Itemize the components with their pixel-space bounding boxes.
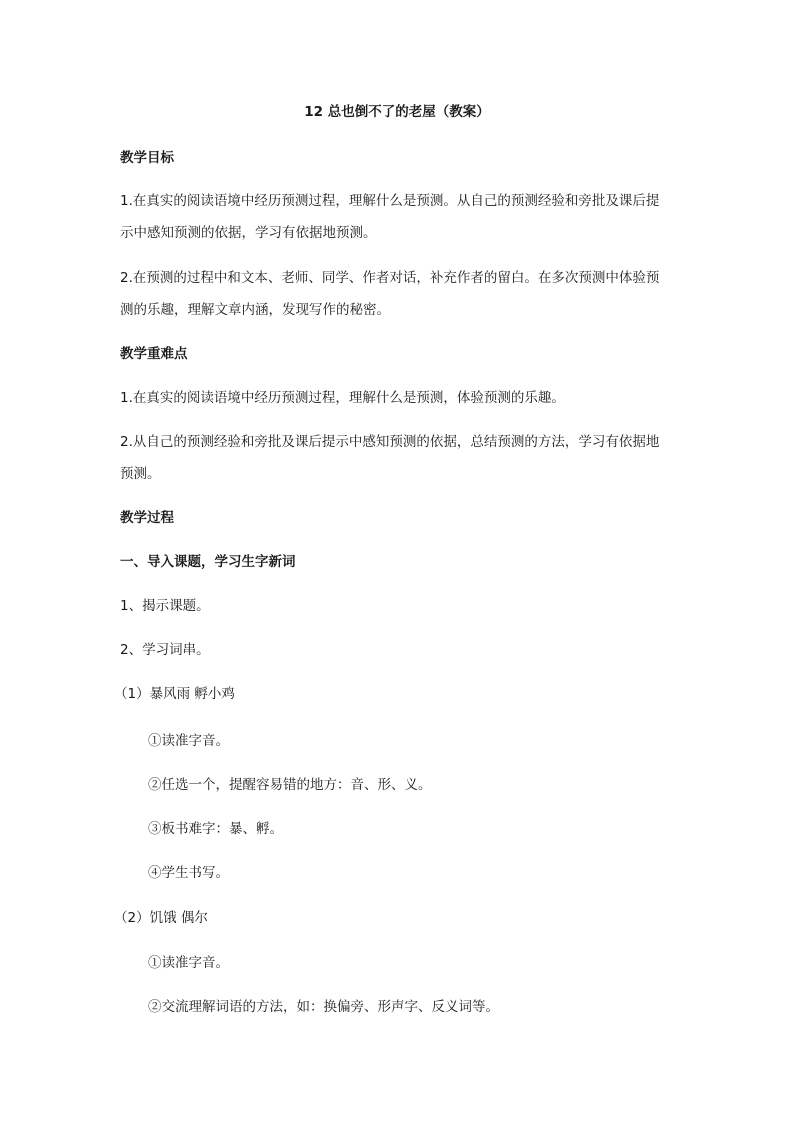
word-group-1-step-3: ③板书难字：暴、孵。 [148,821,283,837]
key-points-heading: 教学重难点 [120,346,188,362]
word-group-1-label: （1）暴风雨 孵小鸡 [114,686,235,702]
goal-1-line-2: 示中感知预测的依据，学习有依据地预测。 [120,225,377,241]
process-heading: 教学过程 [120,510,174,526]
step-1-item-2: 2、学习词串。 [120,642,210,658]
word-group-1-step-2: ②任选一个，提醒容易错的地方：音、形、义。 [148,777,432,793]
goals-heading: 教学目标 [120,150,174,166]
goal-2-line-1: 2.在预测的过程中和文本、老师、同学、作者对话，补充作者的留白。在多次预测中体验预 [120,270,660,286]
key-point-2-line-2: 预测。 [120,466,161,482]
word-group-1-step-4: ④学生书写。 [148,865,229,881]
word-group-1-step-1: ①读准字音。 [148,733,229,749]
step-1-item-1: 1、揭示课题。 [120,598,210,614]
word-group-2-step-1: ①读准字音。 [148,955,229,971]
goal-2-line-2: 测的乐趣，理解文章内涵，发现写作的秘密。 [120,302,390,318]
word-group-2-label: （2）饥饿 偶尔 [114,910,208,926]
key-point-2-line-1: 2.从自己的预测经验和旁批及课后提示中感知预测的依据，总结预测的方法，学习有依据地 [120,434,660,450]
step-1-heading: 一、导入课题，学习生字新词 [120,554,296,570]
document-title: 12 总也倒不了的老屋（教案） [304,104,490,120]
key-point-1: 1.在真实的阅读语境中经历预测过程，理解什么是预测，体验预测的乐趣。 [120,390,565,406]
word-group-2-step-2: ②交流理解词语的方法，如：换偏旁、形声字、反义词等。 [148,999,499,1015]
goal-1-line-1: 1.在真实的阅读语境中经历预测过程，理解什么是预测。从自己的预测经验和旁批及课后提 [120,193,660,209]
